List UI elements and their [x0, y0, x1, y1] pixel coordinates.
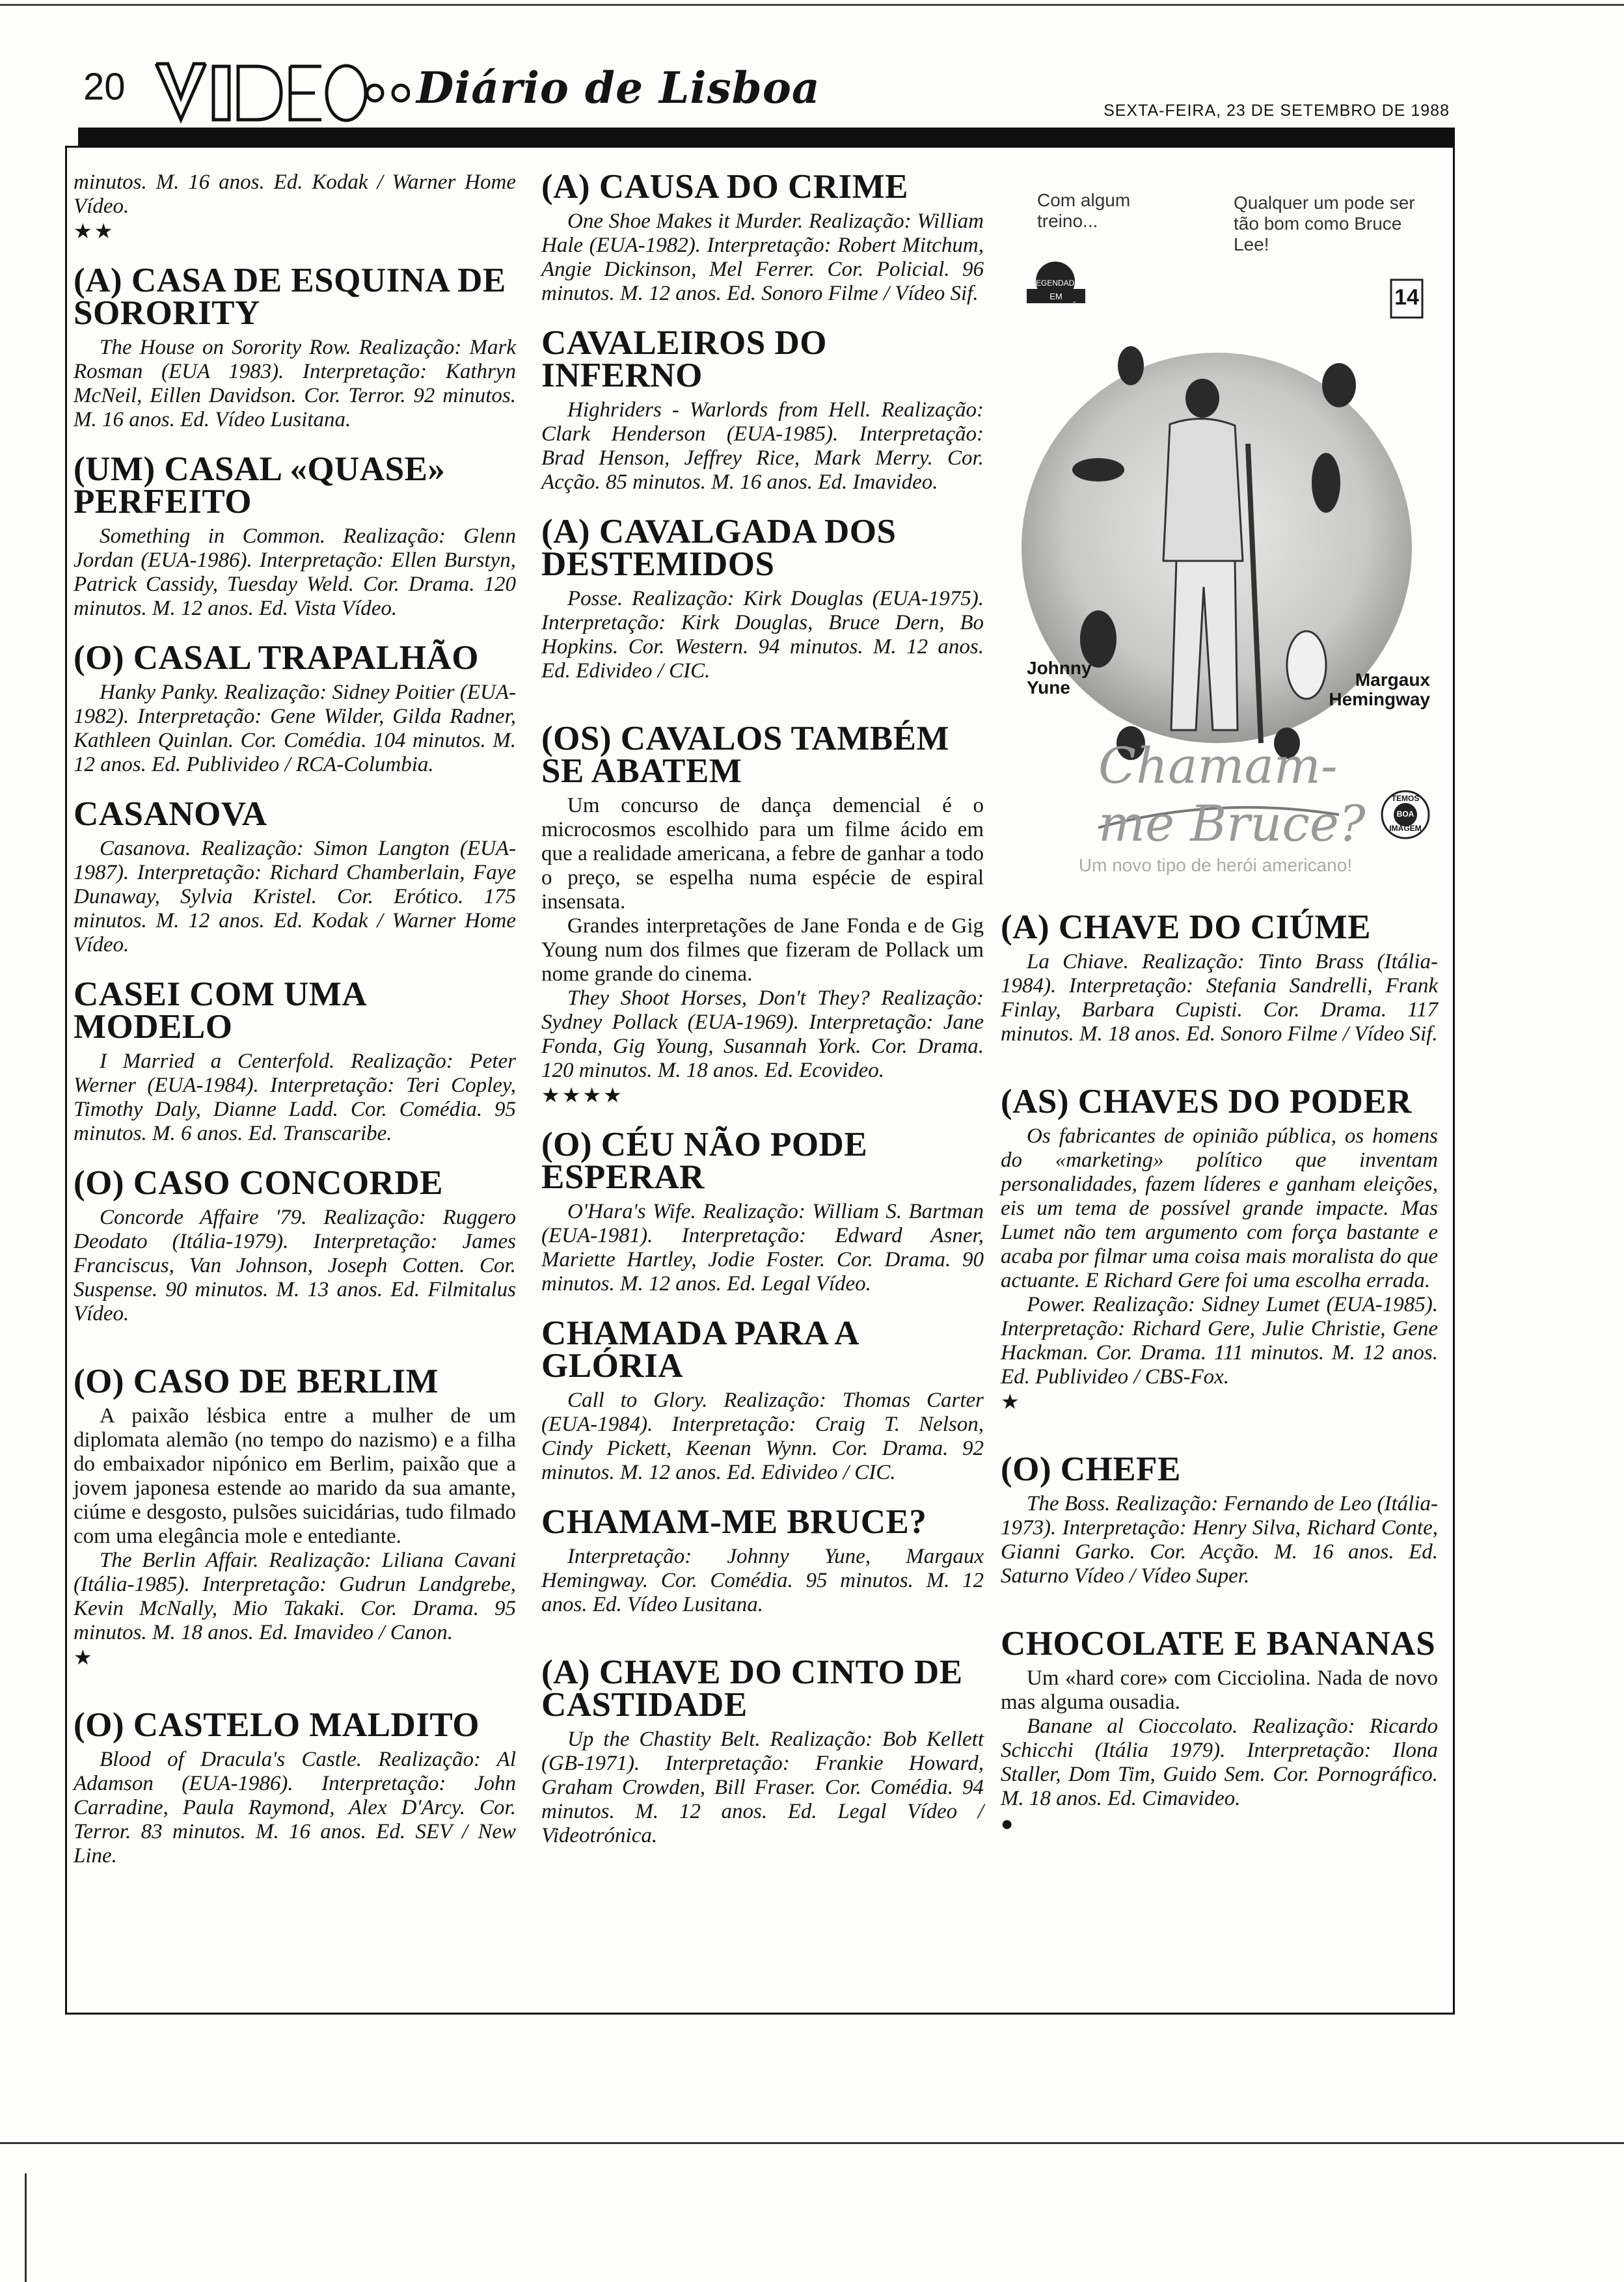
review-heading: (O) CASO CONCORDE	[74, 1164, 443, 1202]
review-heading: CHAMADA PARA A GLÓRIA	[541, 1314, 858, 1385]
bottom-edge-line	[0, 2142, 1624, 2144]
issue-date: SEXTA-FEIRA, 23 DE SETEMBRO DE 1988	[1103, 102, 1450, 120]
poster-badge-bottom: EM PORTUGUÊS	[1029, 292, 1083, 311]
review-heading: (O) CÉU NÃO PODE ESPERAR	[541, 1126, 868, 1196]
video-88-logo	[151, 56, 410, 129]
film-credits: Hanky Panky. Realização: Sidney Poitier (EUA-1982). Interpretação: Gene Wilder, Gilda Radner, Kathleen Quinlan. Cor. Comédia. 104 minutos. M. 12 anos. Ed. Publivideo / RCA-Columbia.	[74, 681, 516, 776]
poster-footer: Um novo tipo de herói americano!	[1078, 855, 1353, 875]
spacer	[74, 1670, 516, 1709]
spacer	[541, 683, 984, 722]
review-heading: (A) CHAVE DO CINTO DE CASTIDADE	[541, 1653, 963, 1724]
poster-actor-left: Johnny Yune	[1027, 658, 1092, 698]
rating-stars: ★★	[74, 219, 115, 243]
newspaper-title: Diário de Lisboa	[416, 62, 820, 113]
film-credits: The Berlin Affair. Realização: Liliana Cavani (Itália-1985). Interpretação: Gudrun Landgrebe, Kevin McNally, Mio Takaki. Cor. Drama. 95 minutos. M. 18 anos. Ed. Imavideo / Canon.	[74, 1549, 516, 1644]
column-3	[1001, 170, 1438, 1836]
review-heading: (O) CHEFE	[1001, 1450, 1181, 1488]
film-credits: They Shoot Horses, Don't They? Realização: Sydney Pollack (EUA-1969). Interpretação: Jane Fonda, Gig Young, Susannah York. Cor. Drama. 120 minutos. M. 18 anos. Ed. Ecovideo.	[541, 986, 984, 1082]
spacer	[1001, 1046, 1438, 1085]
poster-tagline-left: Com algum treino...	[1037, 190, 1131, 231]
film-credits: Casanova. Realização: Simon Langton (EUA-1987). Interpretação: Richard Chamberlain, Faye Dunaway, Sylvia Kristel. Cor. Erótico. 175 minutos. M. 12 anos. Ed. Kodak / Warner Home Vídeo.	[74, 837, 516, 957]
film-credits: Banane al Cioccolato. Realização: Ricardo Schicchi (Itália 1979). Interpretação: Ilona Staller, Dom Tim, Guido Sem. Cor. Pornográfico. M. 18 anos. Ed. Cimavideo.	[1001, 1715, 1438, 1810]
review-text: Grandes interpretações de Jane Fonda e de Gig Young num dos filmes que fizeram de Pollack um nome grande do cinema.	[541, 914, 984, 986]
review-heading: (O) CASAL TRAPALHÃO	[74, 639, 479, 677]
review-heading: (A) CHAVE DO CIÚME	[1001, 908, 1371, 946]
spacer	[1001, 1414, 1438, 1453]
film-credits: The Boss. Realização: Fernando de Leo (Itália-1973). Interpretação: Henry Silva, Richard Conte, Gianni Garko. Cor. Acção. M. 16 anos. Ed. Saturno Vídeo / Vídeo Super.	[1001, 1492, 1438, 1588]
review-heading: CASANOVA	[74, 795, 267, 833]
poster-seal-top: TEMOS	[1391, 794, 1420, 803]
scan-left-edge	[25, 2173, 27, 2282]
review-heading: (UM) CASAL «QUASE» PERFEITO	[74, 450, 446, 521]
bruce-poster	[1001, 170, 1433, 886]
masthead-rule	[78, 128, 1455, 146]
column-1	[74, 170, 516, 1868]
review-heading: CHOCOLATE E BANANAS	[1001, 1625, 1436, 1663]
poster-rating-box: 14	[1394, 285, 1419, 310]
rating-stars: ★	[1001, 1390, 1022, 1413]
review-heading: (AS) CHAVES DO PODER	[1001, 1083, 1412, 1121]
film-credits: Call to Glory. Realização: Thomas Carter (EUA-1984). Interpretação: Craig T. Nelson, Cindy Pickett, Keenan Wynn. Cor. Drama. 92 minutos. M. 12 anos. Ed. Edivideo / CIC.	[541, 1389, 984, 1484]
review-text: Um concurso de dança demencial é o microcosmos escolhido para um filme ácido em que a realidade americana, a febre de ganhar a todo o preço, se espelha numa espécie de espiral insensata.	[541, 794, 984, 914]
review-heading: (A) CAUSA DO CRIME	[541, 168, 909, 206]
poster-seal-middle: BOA	[1396, 809, 1414, 819]
rating-stars: ★★★★	[541, 1083, 624, 1107]
film-credits: Posse. Realização: Kirk Douglas (EUA-1975). Interpretação: Kirk Douglas, Bruce Dern, Bo Hopkins. Cor. Western. 94 minutos. M. 12 anos. Ed. Edivideo / CIC.	[541, 587, 984, 683]
film-credits: O'Hara's Wife. Realização: William S. Bartman (EUA-1981). Interpretação: Edward Asner, Mariette Hartley, Jodie Foster. Cor. Drama. 90 minutos. M. 12 anos. Ed. Legal Vídeo.	[541, 1200, 984, 1296]
review-heading: (O) CASTELO MALDITO	[74, 1706, 480, 1744]
column-2	[541, 170, 984, 1848]
film-credits: minutos. M. 16 anos. Ed. Kodak / Warner Home Vídeo.	[74, 170, 516, 218]
page-number: 20	[83, 66, 126, 108]
film-credits: La Chiave. Realização: Tinto Brass (Itália-1984). Interpretação: Stefania Sandrelli, Frank Finlay, Barbara Cupisti. Cor. Drama. 117 minutos. M. 18 anos. Ed. Sonoro Filme / Vídeo Sif.	[1001, 950, 1438, 1046]
film-credits: Highriders - Warlords from Hell. Realização: Clark Henderson (EUA-1985). Interpretação: Brad Henson, Jeffrey Rice, Mark Merry. Cor. Acção. 85 minutos. M. 16 anos. Ed. Imavideo.	[541, 398, 984, 494]
film-credits: One Shoe Makes it Murder. Realização: William Hale (EUA-1982). Interpretação: Robert Mitchum, Angie Dickinson, Mel Ferrer. Cor. Policial. 96 minutos. M. 12 anos. Ed. Sonoro Filme / Vídeo Sif.	[541, 210, 984, 305]
poster-actor-right: Margaux Hemingway	[1329, 670, 1430, 709]
spacer	[541, 1617, 984, 1656]
review-heading: CASEI COM UMA MODELO	[74, 975, 366, 1046]
review-heading: CAVALEIROS DO INFERNO	[541, 324, 827, 394]
poster-badge-top: LEGENDADO	[1031, 278, 1081, 288]
review-heading: (A) CAVALGADA DOS DESTEMIDOS	[541, 513, 897, 583]
top-edge-line	[0, 4, 1624, 6]
film-credits: Something in Common. Realização: Glenn Jordan (EUA-1986). Interpretação: Ellen Burstyn, Patrick Cassidy, Tuesday Weld. Cor. Drama. 120 minutos. M. 12 anos. Ed. Vista Vídeo.	[74, 524, 516, 620]
poster-title: Chamam-me Bruce?	[1098, 737, 1366, 852]
film-credits: Power. Realização: Sidney Lumet (EUA-1985). Interpretação: Richard Gere, Julie Christie, Gene Hackman. Cor. Drama. 111 minutos. M. 12 anos. Ed. Publivideo / CBS-Fox.	[1001, 1293, 1438, 1389]
spacer	[1001, 1588, 1438, 1627]
review-text: Um «hard core» com Cicciolina. Nada de novo mas alguma ousadia.	[1001, 1666, 1438, 1714]
film-credits: Up the Chastity Belt. Realização: Bob Kellett (GB-1971). Interpretação: Frankie Howard, Graham Crowden, Bill Fraser. Cor. Comédia. 94 minutos. M. 12 anos. Ed. Legal Vídeo / Videotrónica.	[541, 1728, 984, 1847]
review-heading: (A) CASA DE ESQUINA DE SORORITY	[74, 262, 506, 332]
film-credits: Blood of Dracula's Castle. Realização: Al Adamson (EUA-1986). Interpretação: John Carradine, Paula Raymond, Alex D'Arcy. Cor. Terror. 83 minutos. M. 16 anos. Ed. SEV / New Line.	[74, 1748, 516, 1868]
film-credits: Interpretação: Johnny Yune, Margaux Hemingway. Cor. Comédia. 95 minutos. M. 12 anos. Ed. Vídeo Lusitana.	[541, 1545, 984, 1616]
review-heading: (OS) CAVALOS TAMBÉM SE ABATEM	[541, 720, 949, 790]
film-credits: Os fabricantes de opinião pública, os homens do «marketing» político que inventam personalidades, fazem líderes e ganham eleições, eis um tema de possível grande impacte. Mas Lumet não tem argumento com força bastante e acaba por filmar uma coisa mais moralista do que actuante. E Richard Gere foi uma escolha errada.	[1001, 1124, 1438, 1292]
poster-tagline-right: Qualquer um pode ser tão bom como Bruce Lee!	[1234, 193, 1415, 254]
rating-stars: ●	[1001, 1812, 1016, 1835]
spacer	[74, 1326, 516, 1365]
film-credits: The House on Sorority Row. Realização: Mark Rosman (EUA 1983). Interpretação: Kathryn McNeil, Eillen Davidson. Cor. Terror. 92 minutos. M. 16 anos. Ed. Vídeo Lusitana.	[74, 336, 516, 431]
film-credits: I Married a Centerfold. Realização: Peter Werner (EUA-1984). Interpretação: Teri Copley, Timothy Daly, Dianne Ladd. Cor. Comédia. 95 minutos. M. 6 anos. Ed. Transcaribe.	[74, 1050, 516, 1145]
film-credits: Concorde Affaire '79. Realização: Ruggero Deodato (Itália-1979). Interpretação: James Franciscus, Van Johnson, Joseph Cotten. Cor. Suspense. 90 minutos. M. 13 anos. Ed. Filmitalus Vídeo.	[74, 1206, 516, 1325]
rating-stars: ★	[74, 1646, 94, 1669]
review-text: A paixão lésbica entre a mulher de um diplomata alemão (no tempo do nazismo) e a filha do embaixador nipónico em Berlim, paixão que a jovem japonesa estende ao marido da sua amante, ciúme e desgosto, pulsões suicidárias, tudo filmado com uma elegância mole e entediante.	[74, 1404, 516, 1548]
poster-seal-bottom: IMAGEM	[1389, 824, 1422, 833]
review-heading: CHAMAM-ME BRUCE?	[541, 1503, 927, 1541]
review-heading: (O) CASO DE BERLIM	[74, 1363, 439, 1400]
